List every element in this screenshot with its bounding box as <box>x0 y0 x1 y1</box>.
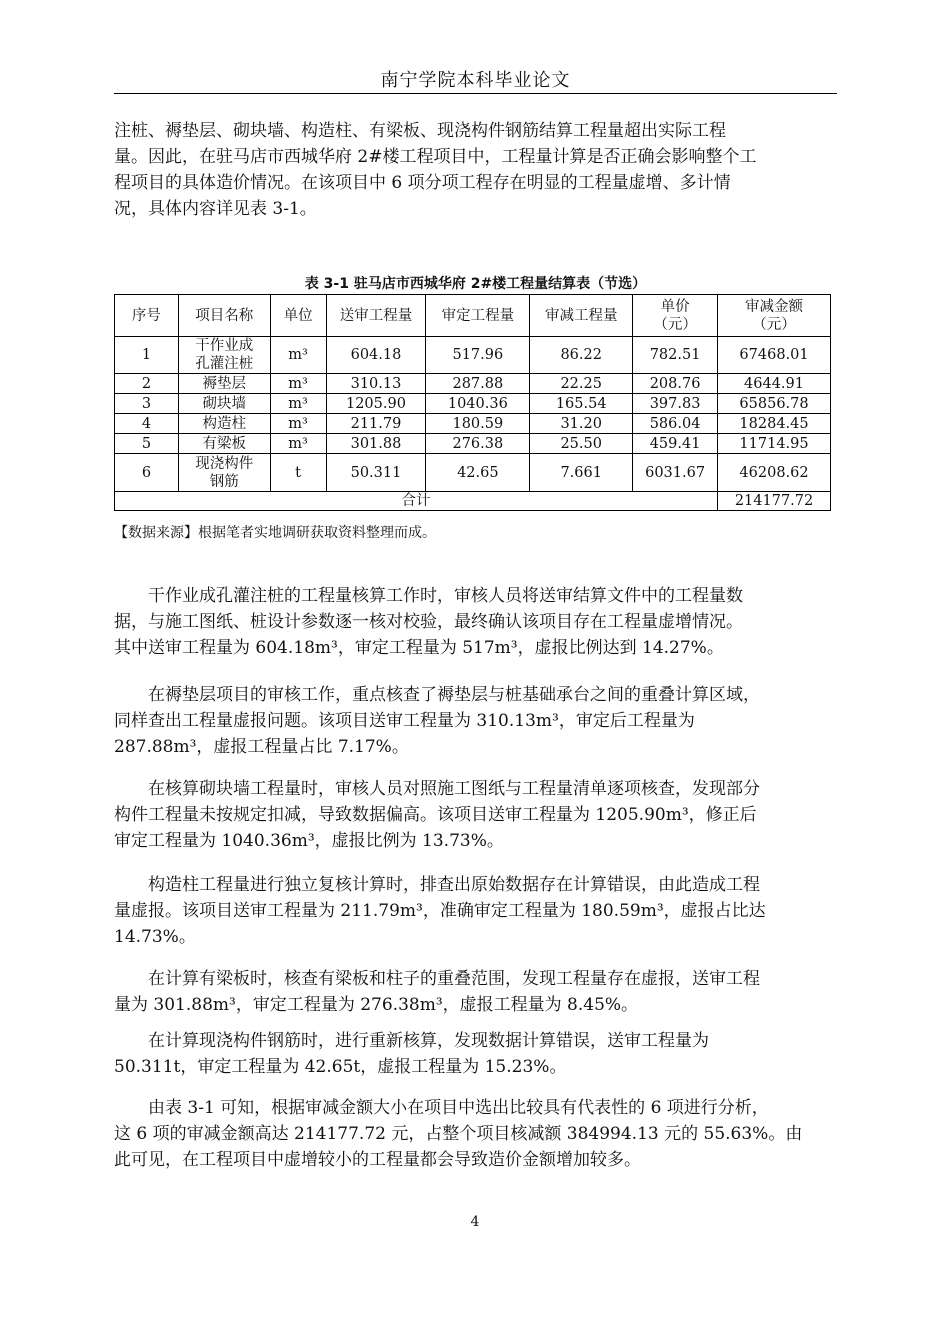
text-line: 同样查出工程量虚报问题。该项目送审工程量为 310.13m³，审定后工程量为 <box>114 711 695 731</box>
cell: 211.79 <box>326 414 426 434</box>
header-cell: 送审工程量 <box>326 295 426 337</box>
cell: 干作业成 孔灌注桩 <box>178 337 270 374</box>
table-row <box>115 454 831 492</box>
cell: 砌块墙 <box>178 394 270 414</box>
cell: 586.04 <box>633 414 718 434</box>
total-label-cell: 合计 <box>115 492 718 511</box>
cell: 4644.91 <box>718 374 831 394</box>
table-source-note: 【数据来源】根据笔者实地调研获取资料整理而成。 <box>114 525 436 541</box>
cell: 22.25 <box>530 374 633 394</box>
cell: t <box>270 454 326 492</box>
cell: m³ <box>270 374 326 394</box>
table-row <box>115 434 831 454</box>
cell: 1040.36 <box>426 394 530 414</box>
cell: 18284.45 <box>718 414 831 434</box>
cell: m³ <box>270 434 326 454</box>
cell: 782.51 <box>633 337 718 374</box>
cell: 构造柱 <box>178 414 270 434</box>
table-caption: 表 3-1 驻马店市西城华府 2#楼工程量结算表（节选） <box>304 276 647 292</box>
cell: 65856.78 <box>718 394 831 414</box>
cell: 6 <box>115 454 179 492</box>
text-line: 据，与施工图纸、桩设计参数逐一核对校验，最终确认该项目存在工程量虚增情况。 <box>114 612 743 632</box>
table-row <box>115 414 831 434</box>
table-total-row <box>115 492 831 511</box>
header-cell: 序号 <box>115 295 179 337</box>
cell: 208.76 <box>633 374 718 394</box>
cell: 517.96 <box>426 337 530 374</box>
cell: 4 <box>115 414 179 434</box>
body-paragraph <box>114 1028 837 1080</box>
text-line: 量为 301.88m³，审定工程量为 276.38m³，虚报工程量为 8.45%。 <box>114 995 639 1015</box>
cell: 现浇构件 钢筋 <box>178 454 270 492</box>
text-line: 在计算有梁板时，核查有梁板和柱子的重叠范围，发现工程量存在虚报，送审工程 <box>114 969 760 989</box>
text-line: 此可见，在工程项目中虚增较小的工程量都会导致造价金额增加较多。 <box>114 1150 641 1170</box>
cell: 310.13 <box>326 374 426 394</box>
cell: 1205.90 <box>326 394 426 414</box>
text-line: 其中送审工程量为 604.18m³，审定工程量为 517m³，虚报比例达到 14.27%。 <box>114 638 724 658</box>
header-rule <box>114 93 837 94</box>
cell: 2 <box>115 374 179 394</box>
cell: 有梁板 <box>178 434 270 454</box>
cell: m³ <box>270 394 326 414</box>
total-value-cell: 214177.72 <box>718 492 831 511</box>
cell: 1 <box>115 337 179 374</box>
cell: 165.54 <box>530 394 633 414</box>
cell: 180.59 <box>426 414 530 434</box>
text-line: 程项目的具体造价情况。在该项目中 6 项分项工程存在明显的工程量虚增、多计情 <box>114 173 731 193</box>
cell: 86.22 <box>530 337 633 374</box>
cell: 42.65 <box>426 454 530 492</box>
table-header-row <box>115 295 831 337</box>
text-line: 干作业成孔灌注桩的工程量核算工作时，审核人员将送审结算文件中的工程量数 <box>114 586 743 606</box>
page-header-title: 南宁学院本科毕业论文 <box>380 70 571 91</box>
text-line: 况，具体内容详见表 3-1。 <box>114 199 317 219</box>
text-line: 在计算现浇构件钢筋时，进行重新核算，发现数据计算错误，送审工程量为 <box>114 1031 709 1051</box>
text-line: 由表 3-1 可知，根据审减金额大小在项目中选出比较具有代表性的 6 项进行分析， <box>114 1098 769 1118</box>
body-paragraph <box>114 682 837 760</box>
cell: 31.20 <box>530 414 633 434</box>
cell: 25.50 <box>530 434 633 454</box>
text-line: 构件工程量未按规定扣减，导致数据偏高。该项目送审工程量为 1205.90m³，修正后 <box>114 805 757 825</box>
text-line: 量虚报。该项目送审工程量为 211.79m³，准确审定工程量为 180.59m³，虚报占比达 <box>114 901 766 921</box>
settlement-table <box>114 294 831 511</box>
body-paragraph <box>114 583 837 661</box>
cell: 67468.01 <box>718 337 831 374</box>
header-cell: 审减工程量 <box>530 295 633 337</box>
text-line: 287.88m³，虚报工程量占比 7.17%。 <box>114 737 409 757</box>
cell: m³ <box>270 414 326 434</box>
cell: m³ <box>270 337 326 374</box>
text-line: 审定工程量为 1040.36m³，虚报比例为 13.73%。 <box>114 831 504 851</box>
cell: 5 <box>115 434 179 454</box>
cell: 11714.95 <box>718 434 831 454</box>
cell: 287.88 <box>426 374 530 394</box>
cell: 604.18 <box>326 337 426 374</box>
header-cell: 审定工程量 <box>426 295 530 337</box>
text-line: 构造柱工程量进行独立复核计算时，排查出原始数据存在计算错误，由此造成工程 <box>114 875 760 895</box>
cell: 276.38 <box>426 434 530 454</box>
cell: 301.88 <box>326 434 426 454</box>
intro-paragraph <box>114 118 837 222</box>
cell: 6031.67 <box>633 454 718 492</box>
body-paragraph <box>114 776 837 854</box>
body-paragraph <box>114 966 837 1018</box>
cell: 褥垫层 <box>178 374 270 394</box>
text-line: 注桩、褥垫层、砌块墙、构造柱、有梁板、现浇构件钢筋结算工程量超出实际工程 <box>114 121 726 141</box>
cell: 7.661 <box>530 454 633 492</box>
cell: 397.83 <box>633 394 718 414</box>
page-number: 4 <box>470 1214 480 1230</box>
cell: 46208.62 <box>718 454 831 492</box>
text-line: 在褥垫层项目的审核工作，重点核查了褥垫层与桩基础承台之间的重叠计算区域， <box>114 685 760 705</box>
cell: 50.311 <box>326 454 426 492</box>
text-line: 14.73%。 <box>114 927 196 947</box>
cell: 459.41 <box>633 434 718 454</box>
cell: 3 <box>115 394 179 414</box>
text-line: 50.311t，审定工程量为 42.65t，虚报工程量为 15.23%。 <box>114 1057 567 1077</box>
body-paragraph <box>114 1095 837 1173</box>
body-paragraph <box>114 872 837 950</box>
text-line: 在核算砌块墙工程量时，审核人员对照施工图纸与工程量清单逐项核查，发现部分 <box>114 779 760 799</box>
table-row <box>115 337 831 374</box>
header-cell: 项目名称 <box>178 295 270 337</box>
table-row <box>115 394 831 414</box>
header-cell: 审减金额 （元） <box>718 295 831 337</box>
header-cell: 单价 （元） <box>633 295 718 337</box>
text-line: 这 6 项的审减金额高达 214177.72 元，占整个项目核减额 384994.13 元的 55.63%。由 <box>114 1124 803 1144</box>
text-line: 量。因此，在驻马店市西城华府 2#楼工程项目中，工程量计算是否正确会影响整个工 <box>114 147 757 167</box>
table-row <box>115 374 831 394</box>
header-cell: 单位 <box>270 295 326 337</box>
